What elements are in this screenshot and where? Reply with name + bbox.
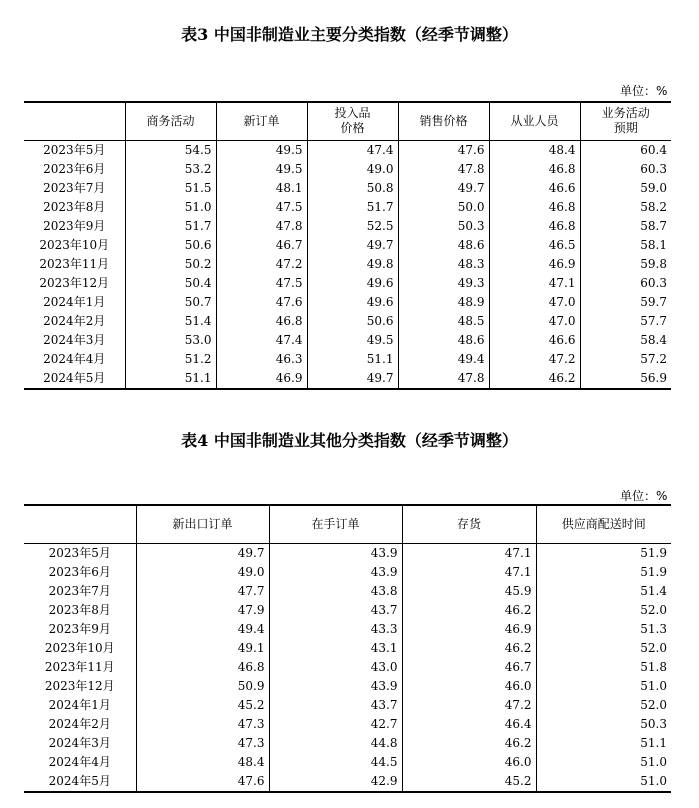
- table-cell: 50.0: [398, 198, 489, 217]
- table-cell: 48.3: [398, 255, 489, 274]
- table-cell: 49.7: [398, 179, 489, 198]
- table-row: [24, 753, 671, 772]
- table-cell: 49.0: [136, 563, 269, 582]
- row-label: 2023年5月: [48, 545, 111, 560]
- table-cell: 49.8: [307, 255, 398, 274]
- table-cell: 45.9: [402, 582, 536, 601]
- table3-column-header: 业务活动 预期: [580, 102, 671, 140]
- table-cell: 47.8: [398, 160, 489, 179]
- table-row: [24, 639, 671, 658]
- table-cell: 43.7: [269, 696, 402, 715]
- table-cell: 53.2: [125, 160, 216, 179]
- row-label: 2023年5月: [43, 142, 106, 157]
- table-cell: 47.8: [398, 369, 489, 389]
- row-label: 2023年11月: [39, 256, 110, 271]
- table-cell: 51.1: [125, 369, 216, 389]
- table-cell: 43.1: [269, 639, 402, 658]
- table-cell: 59.8: [580, 255, 671, 274]
- table-cell: 48.4: [136, 753, 269, 772]
- table3-body: [24, 140, 671, 389]
- table3-header-row: [24, 102, 671, 140]
- table-cell: 47.2: [402, 696, 536, 715]
- table-row: [24, 255, 671, 274]
- table-cell: 47.5: [216, 198, 307, 217]
- table-row: [24, 331, 671, 350]
- row-label: 2024年3月: [48, 735, 111, 750]
- table-cell: 50.6: [125, 236, 216, 255]
- table-row: [24, 601, 671, 620]
- table-cell: 46.0: [402, 753, 536, 772]
- table-cell: 51.5: [125, 179, 216, 198]
- table-cell: 47.9: [136, 601, 269, 620]
- table-cell: 46.2: [402, 734, 536, 753]
- table-cell: 56.9: [580, 369, 671, 389]
- row-label: 2023年10月: [44, 640, 115, 655]
- table-cell: 47.1: [402, 543, 536, 563]
- row-label: 2023年8月: [48, 602, 111, 617]
- table-cell: 51.8: [536, 658, 671, 677]
- table-cell: 51.3: [536, 620, 671, 639]
- table-cell: 52.0: [536, 696, 671, 715]
- table-cell: 47.8: [216, 217, 307, 236]
- table-cell: 59.7: [580, 293, 671, 312]
- row-label: 2023年8月: [43, 199, 106, 214]
- table-cell: 49.7: [307, 369, 398, 389]
- table-cell: 51.1: [307, 350, 398, 369]
- table-cell: 47.7: [136, 582, 269, 601]
- table-cell: 43.3: [269, 620, 402, 639]
- table-row: [24, 236, 671, 255]
- table-row: [24, 350, 671, 369]
- table-cell: 51.9: [536, 563, 671, 582]
- table-cell: 51.7: [125, 217, 216, 236]
- table-cell: 44.8: [269, 734, 402, 753]
- table-cell: 47.4: [307, 140, 398, 160]
- table3-column-header: 从业人员: [489, 102, 580, 140]
- table-cell: 48.6: [398, 331, 489, 350]
- table-cell: 57.7: [580, 312, 671, 331]
- table-cell: 42.9: [269, 772, 402, 792]
- table-cell: 58.2: [580, 198, 671, 217]
- table-cell: 46.0: [402, 677, 536, 696]
- table-row: [24, 677, 671, 696]
- table-cell: 47.3: [136, 734, 269, 753]
- table-cell: 51.2: [125, 350, 216, 369]
- table-cell: 47.2: [489, 350, 580, 369]
- table-row: [24, 217, 671, 236]
- table-cell: 47.1: [402, 563, 536, 582]
- table-cell: 46.8: [216, 312, 307, 331]
- row-label: 2024年1月: [43, 294, 106, 309]
- table-cell: 49.5: [216, 160, 307, 179]
- table-cell: 43.9: [269, 543, 402, 563]
- table-cell: 60.3: [580, 274, 671, 293]
- table-row: [24, 715, 671, 734]
- table-cell: 51.0: [125, 198, 216, 217]
- table-cell: 46.8: [136, 658, 269, 677]
- table-row: [24, 369, 671, 389]
- table-cell: 42.7: [269, 715, 402, 734]
- row-label: 2023年12月: [44, 678, 115, 693]
- table-cell: 46.2: [489, 369, 580, 389]
- row-label: 2023年10月: [39, 237, 110, 252]
- row-label: 2023年6月: [48, 564, 111, 579]
- table-row: [24, 620, 671, 639]
- table3-column-header: 销售价格: [398, 102, 489, 140]
- row-label: 2023年7月: [43, 180, 106, 195]
- table-cell: 48.1: [216, 179, 307, 198]
- table-cell: 49.4: [398, 350, 489, 369]
- table-cell: 47.4: [216, 331, 307, 350]
- table-row: [24, 563, 671, 582]
- table-cell: 47.2: [216, 255, 307, 274]
- table-cell: 52.0: [536, 639, 671, 658]
- table-cell: 46.8: [489, 217, 580, 236]
- table-cell: 59.0: [580, 179, 671, 198]
- table-cell: 50.3: [536, 715, 671, 734]
- table-cell: 50.4: [125, 274, 216, 293]
- table-cell: 49.6: [307, 274, 398, 293]
- row-label: 2024年4月: [48, 754, 111, 769]
- table-cell: 50.8: [307, 179, 398, 198]
- table-row: [24, 582, 671, 601]
- table4: [24, 504, 671, 793]
- table-cell: 49.6: [307, 293, 398, 312]
- table3-column-header: 商务活动: [125, 102, 216, 140]
- table-row: [24, 772, 671, 792]
- table3-column-header: [24, 102, 125, 140]
- table4-column-header: 供应商配送时间: [536, 505, 671, 543]
- table4-header-row: [24, 505, 671, 543]
- table-cell: 51.0: [536, 677, 671, 696]
- table-cell: 46.9: [489, 255, 580, 274]
- table-cell: 45.2: [402, 772, 536, 792]
- row-label: 2024年1月: [48, 697, 111, 712]
- table-cell: 46.8: [489, 198, 580, 217]
- table-cell: 44.5: [269, 753, 402, 772]
- table-cell: 50.7: [125, 293, 216, 312]
- row-label: 2023年11月: [44, 659, 115, 674]
- table-cell: 51.9: [536, 543, 671, 563]
- row-label: 2024年2月: [48, 716, 111, 731]
- table-cell: 47.0: [489, 312, 580, 331]
- table-cell: 54.5: [125, 140, 216, 160]
- table-row: [24, 140, 671, 160]
- table-cell: 49.7: [307, 236, 398, 255]
- table-cell: 49.1: [136, 639, 269, 658]
- table-cell: 48.9: [398, 293, 489, 312]
- table4-column-header: 存货: [402, 505, 536, 543]
- row-label: 2023年6月: [43, 161, 106, 176]
- row-label: 2024年4月: [43, 351, 106, 366]
- table-cell: 51.4: [536, 582, 671, 601]
- table-cell: 46.2: [402, 601, 536, 620]
- table-cell: 51.1: [536, 734, 671, 753]
- table-cell: 46.7: [216, 236, 307, 255]
- table3-column-header: 新订单: [216, 102, 307, 140]
- table-cell: 52.0: [536, 601, 671, 620]
- table-cell: 47.1: [489, 274, 580, 293]
- table-cell: 58.7: [580, 217, 671, 236]
- table-row: [24, 312, 671, 331]
- table-cell: 58.1: [580, 236, 671, 255]
- table-cell: 43.8: [269, 582, 402, 601]
- table-cell: 49.3: [398, 274, 489, 293]
- table-cell: 48.4: [489, 140, 580, 160]
- table3-unit: 单位：%: [620, 84, 668, 98]
- table-cell: 46.8: [489, 160, 580, 179]
- table-cell: 43.9: [269, 563, 402, 582]
- row-label: 2024年5月: [43, 370, 106, 385]
- table-cell: 50.3: [398, 217, 489, 236]
- row-label: 2024年2月: [43, 313, 106, 328]
- table-row: [24, 543, 671, 563]
- table-cell: 47.0: [489, 293, 580, 312]
- table-cell: 51.7: [307, 198, 398, 217]
- table3-title: 表3 中国非制造业主要分类指数（经季节调整）: [181, 25, 518, 44]
- table-cell: 43.9: [269, 677, 402, 696]
- table-cell: 52.5: [307, 217, 398, 236]
- table-cell: 45.2: [136, 696, 269, 715]
- table-cell: 60.4: [580, 140, 671, 160]
- row-label: 2023年7月: [48, 583, 111, 598]
- table-row: [24, 179, 671, 198]
- table-cell: 49.7: [136, 543, 269, 563]
- table-cell: 46.5: [489, 236, 580, 255]
- table-cell: 49.4: [136, 620, 269, 639]
- row-label: 2023年9月: [43, 218, 106, 233]
- table-cell: 48.6: [398, 236, 489, 255]
- table-cell: 46.6: [489, 331, 580, 350]
- table4-unit: 单位：%: [620, 489, 668, 503]
- table-row: [24, 734, 671, 753]
- table-cell: 46.6: [489, 179, 580, 198]
- table-row: [24, 160, 671, 179]
- table3-column-header: 投入品 价格: [307, 102, 398, 140]
- table4-column-header: 在手订单: [269, 505, 402, 543]
- table-cell: 43.0: [269, 658, 402, 677]
- table-cell: 47.6: [136, 772, 269, 792]
- table-cell: 47.6: [398, 140, 489, 160]
- table-cell: 46.9: [216, 369, 307, 389]
- table-cell: 47.6: [216, 293, 307, 312]
- table4-column-header: 新出口订单: [136, 505, 269, 543]
- row-label: 2023年9月: [48, 621, 111, 636]
- table-cell: 43.7: [269, 601, 402, 620]
- table3: [24, 101, 671, 390]
- table-row: [24, 293, 671, 312]
- table4-column-header: [24, 505, 136, 543]
- table-row: [24, 198, 671, 217]
- table-cell: 47.5: [216, 274, 307, 293]
- row-label: 2024年5月: [48, 773, 111, 788]
- table-cell: 49.0: [307, 160, 398, 179]
- table-cell: 48.5: [398, 312, 489, 331]
- table-cell: 46.4: [402, 715, 536, 734]
- row-label: 2024年3月: [43, 332, 106, 347]
- row-label: 2023年12月: [39, 275, 110, 290]
- table-cell: 57.2: [580, 350, 671, 369]
- table-row: [24, 658, 671, 677]
- table-cell: 46.3: [216, 350, 307, 369]
- table-row: [24, 696, 671, 715]
- table-cell: 46.7: [402, 658, 536, 677]
- table-cell: 51.0: [536, 753, 671, 772]
- table4-body: [24, 543, 671, 792]
- table-row: [24, 274, 671, 293]
- table-cell: 53.0: [125, 331, 216, 350]
- table-cell: 49.5: [307, 331, 398, 350]
- table-cell: 49.5: [216, 140, 307, 160]
- table-cell: 51.0: [536, 772, 671, 792]
- table-cell: 51.4: [125, 312, 216, 331]
- table-cell: 58.4: [580, 331, 671, 350]
- table-cell: 46.9: [402, 620, 536, 639]
- table-cell: 60.3: [580, 160, 671, 179]
- table4-title: 表4 中国非制造业其他分类指数（经季节调整）: [181, 431, 518, 450]
- table-cell: 50.2: [125, 255, 216, 274]
- table-cell: 46.2: [402, 639, 536, 658]
- table-cell: 47.3: [136, 715, 269, 734]
- table-cell: 50.9: [136, 677, 269, 696]
- table-cell: 50.6: [307, 312, 398, 331]
